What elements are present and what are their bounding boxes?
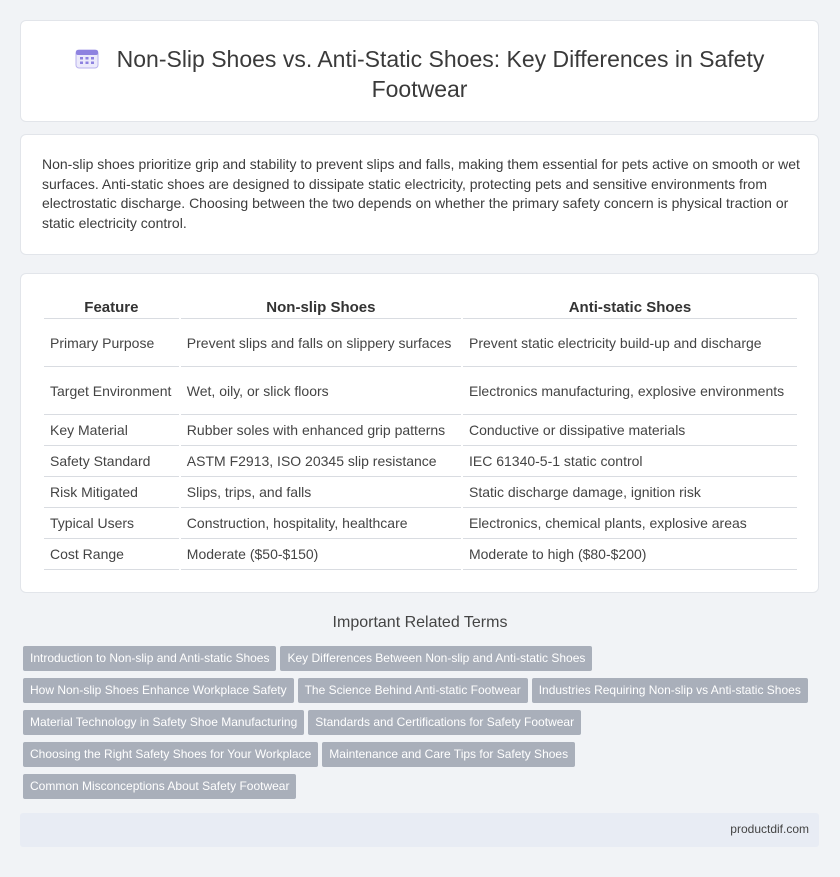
table-header-feature: Feature <box>44 292 179 319</box>
table-row <box>44 319 797 367</box>
calendar-grid-icon <box>75 47 99 69</box>
table-row <box>44 508 797 539</box>
table-cell: Slips, trips, and falls <box>181 477 461 508</box>
table-cell: IEC 61340-5-1 static control <box>463 446 797 477</box>
table-row <box>44 477 797 508</box>
related-terms-tags <box>23 646 823 806</box>
header-card <box>20 20 819 122</box>
table-row <box>44 367 797 415</box>
related-term-tag[interactable]: How Non-slip Shoes Enhance Workplace Safety <box>23 678 294 703</box>
table-cell: Safety Standard <box>44 446 179 477</box>
table-cell: Static discharge damage, ignition risk <box>463 477 797 508</box>
related-term-tag[interactable]: Maintenance and Care Tips for Safety Shoes <box>322 742 575 767</box>
related-term-tag[interactable]: Choosing the Right Safety Shoes for Your Workplace <box>23 742 318 767</box>
table-cell: Moderate to high ($80-$200) <box>463 539 797 570</box>
comparison-table <box>42 292 799 570</box>
table-header-anti-static: Anti-static Shoes <box>463 292 797 319</box>
table-cell: Construction, hospitality, healthcare <box>181 508 461 539</box>
table-cell: Key Material <box>44 415 179 446</box>
table-cell: Wet, oily, or slick floors <box>181 367 461 415</box>
summary-text: Non-slip shoes prioritize grip and stability to prevent slips and falls, making them essential for pets active on smooth or wet surfaces. Anti-static shoes are designed to dissipate static electricity, protecting pets and sensitive environments from electrostatic discharge. Choosing between the two depends on whether the primary safety concern is physical traction or static electricity control. <box>42 156 800 231</box>
table-cell: Risk Mitigated <box>44 477 179 508</box>
table-row <box>44 539 797 570</box>
table-cell: Conductive or dissipative materials <box>463 415 797 446</box>
table-cell: Prevent slips and falls on slippery surfaces <box>181 319 461 367</box>
related-term-tag[interactable]: Standards and Certifications for Safety Footwear <box>308 710 581 735</box>
related-terms-title: Important Related Terms <box>332 614 508 631</box>
table-cell: Electronics manufacturing, explosive environments <box>463 367 797 415</box>
table-cell: Typical Users <box>44 508 179 539</box>
table-cell: Primary Purpose <box>44 319 179 367</box>
table-cell: Electronics, chemical plants, explosive areas <box>463 508 797 539</box>
table-cell: Cost Range <box>44 539 179 570</box>
page-title: Non-Slip Shoes vs. Anti-Static Shoes: Key Differences in Safety Footwear <box>116 46 765 102</box>
table-row <box>44 446 797 477</box>
site-credit[interactable]: productdif.com <box>730 822 809 836</box>
table-cell: Prevent static electricity build-up and discharge <box>463 319 797 367</box>
table-cell: ASTM F2913, ISO 20345 slip resistance <box>181 446 461 477</box>
table-cell: Moderate ($50-$150) <box>181 539 461 570</box>
footer <box>20 813 819 847</box>
table-header-non-slip: Non-slip Shoes <box>181 292 461 319</box>
related-term-tag[interactable]: Key Differences Between Non-slip and Anti-static Shoes <box>280 646 592 671</box>
page-title-wrap <box>21 44 818 104</box>
table-cell: Rubber soles with enhanced grip patterns <box>181 415 461 446</box>
summary-card <box>20 134 819 255</box>
related-term-tag[interactable]: Common Misconceptions About Safety Footwear <box>23 774 296 799</box>
table-cell: Target Environment <box>44 367 179 415</box>
related-term-tag[interactable]: The Science Behind Anti-static Footwear <box>298 678 528 703</box>
comparison-table-card <box>20 273 819 593</box>
related-term-tag[interactable]: Material Technology in Safety Shoe Manufacturing <box>23 710 304 735</box>
table-row <box>44 415 797 446</box>
related-term-tag[interactable]: Introduction to Non-slip and Anti-static Shoes <box>23 646 276 671</box>
related-term-tag[interactable]: Industries Requiring Non-slip vs Anti-static Shoes <box>532 678 808 703</box>
